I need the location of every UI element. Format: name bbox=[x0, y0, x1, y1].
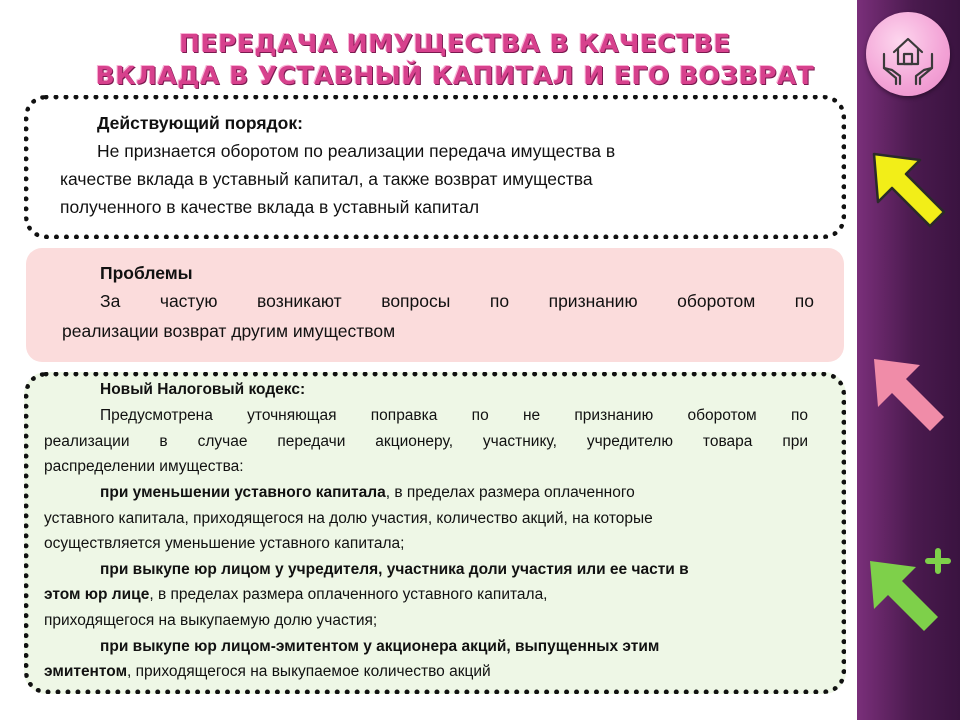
item-1-bold-text: при уменьшении уставного капитала bbox=[100, 484, 386, 501]
current-procedure-line-1: Не признается оборотом по реализации передача имущества в bbox=[97, 141, 616, 161]
title-line-1: ПЕРЕДАЧА ИМУЩЕСТВА В КАЧЕСТВЕ bbox=[179, 29, 731, 58]
yellow-cursor-arrow-icon bbox=[870, 150, 950, 230]
item-2-rest-text: , в пределах размера оплаченного уставного капитала, bbox=[149, 586, 548, 603]
green-cursor-arrow-plus-icon bbox=[866, 545, 956, 635]
current-procedure-line-2: качестве вклада в уставный капитал, а также возврат имущества bbox=[60, 169, 593, 189]
new-code-heading: Новый Налоговый кодекс: bbox=[100, 381, 306, 398]
item-3-rest-text: , приходящегося на выкупаемое количество акций bbox=[127, 663, 491, 680]
pink-cursor-arrow-icon bbox=[870, 355, 950, 435]
new-code-item-1-line-2: уставного капитала, приходящегося на долю участия, количество акций, на которые bbox=[44, 510, 653, 527]
current-procedure-line-3: полученного в качестве вклада в уставный капитал bbox=[60, 197, 480, 217]
problems-line-2: реализации возврат другим имуществом bbox=[62, 321, 396, 341]
item-1-rest-text: , в пределах размера оплаченного bbox=[385, 484, 635, 501]
title-line-2: ВКЛАДА В УСТАВНЫЙ КАПИТАЛ И ЕГО ВОЗВРАТ bbox=[95, 61, 815, 90]
item-2-bold-text: этом юр лице bbox=[44, 586, 150, 603]
problems-heading: Проблемы bbox=[100, 263, 193, 283]
new-code-item-1-line-1 bbox=[100, 480, 635, 506]
new-code-item-2-line-3: приходящегося на выкупаемую долю участия; bbox=[44, 612, 378, 629]
new-code-line-3: распределении имущества: bbox=[44, 458, 244, 475]
slide-title bbox=[60, 28, 850, 92]
item-3-bold-text: эмитентом bbox=[44, 663, 128, 680]
problems-line-1: За частую возникают вопросы по признанию оборотом по bbox=[100, 291, 814, 311]
new-code-item-2-line-2 bbox=[44, 582, 548, 608]
new-code-item-3-line-2 bbox=[44, 659, 491, 685]
house-in-hands-icon bbox=[866, 12, 950, 96]
current-procedure-heading: Действующий порядок: bbox=[97, 113, 303, 133]
new-code-item-2-line-1: при выкупе юр лицом у учредителя, участника доли участия или ее части в bbox=[100, 561, 689, 578]
new-code-item-3-line-1: при выкупе юр лицом-эмитентом у акционера акций, выпущенных этим bbox=[100, 638, 660, 655]
new-code-item-1-line-3: осуществляется уменьшение уставного капитала; bbox=[44, 535, 405, 552]
new-code-line-2: реализации в случае передачи акционеру, участнику, учредителю товара при bbox=[44, 433, 808, 450]
new-code-line-1: Предусмотрена уточняющая поправка по не признанию оборотом по bbox=[100, 407, 808, 424]
